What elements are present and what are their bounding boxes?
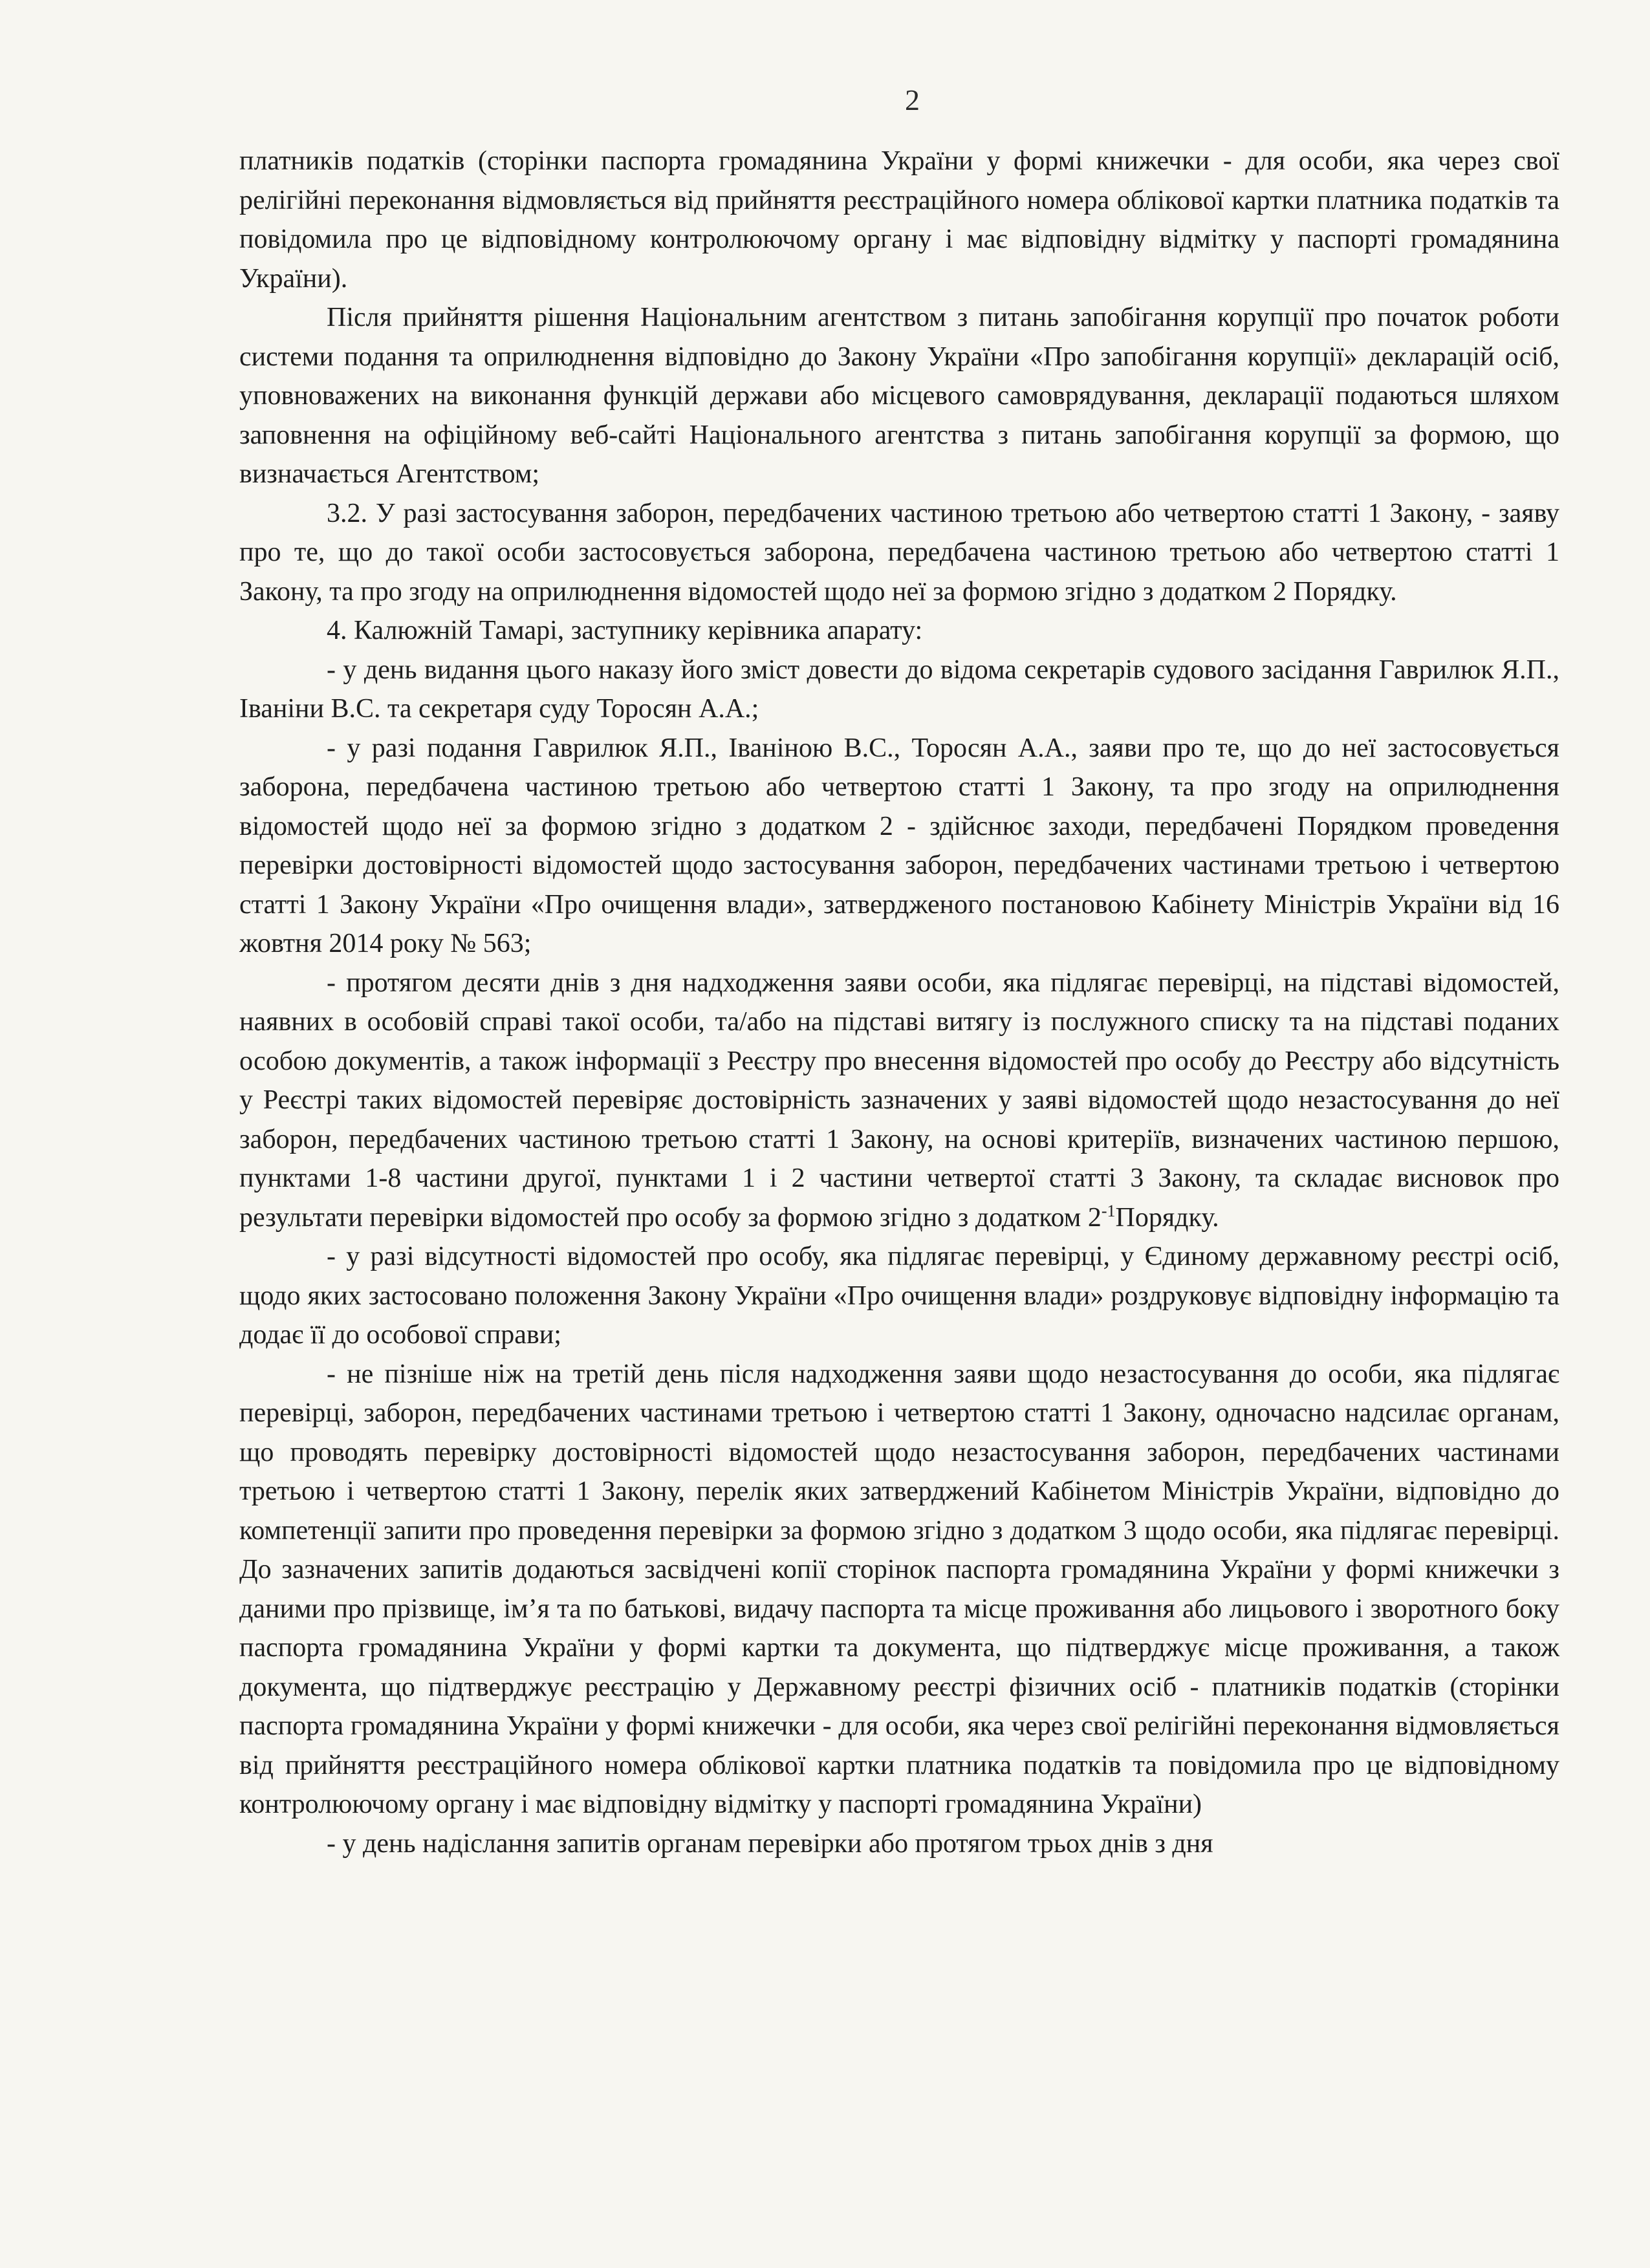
paragraph-registry-absence: - у разі відсутності відомостей про особу, яка підлягає перевірці, у Єдиному державному реєстрі осіб, щодо яких застосовано положення Закону України «Про очищення влади» роздруковує відповідну інформацію та додає її до особової справи; (239, 1242, 1559, 1350)
paragraph-declaration-filing: - у разі подання Гаврилюк Я.П., Іваніною В.С., Торосян А.А., заяви про те, що до неї застосовується заборона, передбачена частиною третьою або четвертою статті 1 Закону, та про згоду на оприлюднення відомостей щодо неї за формою згідно з додатком 2 - здійснює заходи, передбачені Порядком проведення перевірки достовірності відомостей щодо застосування заборон, передбачених частинами третьою і четвертою статті 1 Закону України «Про очищення влади», затвердженого постановою Кабінету Міністрів України від 16 жовтня 2014 року № 563; (239, 733, 1559, 958)
paragraph-4: 4. Калюжній Тамарі, заступнику керівника апарату: (327, 616, 923, 645)
paragraph-continuation: платників податків (сторінки паспорта громадянина України у формі книжечки - для особи, яка через свої релігійні переконання відмовляється від прийняття реєстраційного номера облікової картки платника податків та повідомила про це відповідному контролюючому органу і має відповідну відмітку у паспорті громадянина України). (239, 146, 1559, 294)
paragraph-third-day-requests: - не пізніше ніж на третій день після надходження заяви щодо незастосування до особи, яка підлягає перевірці, заборон, передбачених частинами третьою і четвертою статті 1 Закону, одночасно надсилає органам, що проводять перевірку достовірності відомостей щодо незастосування заборон, передбачених частинами третьою і четвертою статті 1 Закону, перелік яких затверджений Кабінетом Міністрів України, відповідно до компетенції запити про проведення перевірки за формою згідно з додатком 3 щодо особи, яка підлягає перевірці. До зазначених запитів додаються засвідчені копії сторінок паспорта громадянина України у формі книжечки з даними про прізвище, ім’я та по батькові, видачу паспорта та місце проживання або лицьового і зворотного боку паспорта громадянина України у формі картки та документа, що підтверджує місце проживання, а також документа, що підтверджує реєстрацію у Державному реєстрі фізичних осіб - платників податків (сторінки паспорта громадянина України у формі книжечки - для особи, яка через свої релігійні переконання відмовляється від прийняття реєстраційного номера облікової картки платника податків та повідомила про це відповідному контролюючому органу і має відповідну відмітку у паспорті громадянина України) (239, 1359, 1559, 1819)
paragraph-3-2: 3.2. У разі застосування заборон, передбачених частиною третьою або четвертою статті 1 Закону, - заяву про те, що до такої особи застосовується заборона, передбачена частиною третьою або четвертою статті 1 Закону, та про згоду на оприлюднення відомостей щодо неї за формою згідно з додатком 2 Порядку. (239, 498, 1559, 607)
document-body (239, 142, 1559, 1863)
paragraph-ten-days-text: - протягом десяти днів з дня надходження заяви особи, яка підлягає перевірці, на підставі відомостей, наявних в особовій справі такої особи, та/або на підставі витягу із послужного списку та на підставі поданих особою документів, а також інформації з Реєстру про внесення відомостей про особу до Реєстру або відсутність у Реєстрі таких відомостей перевіряє достовірність зазначених у заяві відомостей щодо незастосування до неї заборон, передбачених частиною третьою статті 1 Закону, на основі критеріїв, визначених частиною першою, пунктами 1-8 частини другої, пунктами 1 і 2 частини четвертої статті 3 Закону, та складає висновок про результати перевірки відомостей про особу за формою згідно з додатком 2 (239, 967, 1559, 1233)
paragraph-declarations: Після прийняття рішення Національним агентством з питань запобігання корупції про початок роботи системи подання та оприлюднення відповідно до Закону України «Про запобігання корупції» декларацій осіб, уповноважених на виконання функцій держави або місцевого самоврядування, декларації подаються шляхом заповнення на офіційному веб-сайті Національного агентства з питань запобігання корупції за формою, що визначається Агентством; (239, 303, 1559, 489)
paragraph-ten-days-check (239, 964, 1559, 1238)
paragraph-requests-sent: - у день надіслання запитів органам перевірки або протягом трьох днів з дня (327, 1828, 1213, 1859)
superscript-annex: -1 (1101, 1201, 1116, 1220)
paragraph-notify-secretaries: - у день видання цього наказу його зміст довести до відома секретарів судового засідання Гаврилюк Я.П., Іваніни В.С. та секретаря суду Торосян А.А.; (239, 654, 1559, 724)
paragraph-ten-days-tail: Порядку. (1115, 1202, 1219, 1233)
page-number: 2 (905, 83, 920, 116)
